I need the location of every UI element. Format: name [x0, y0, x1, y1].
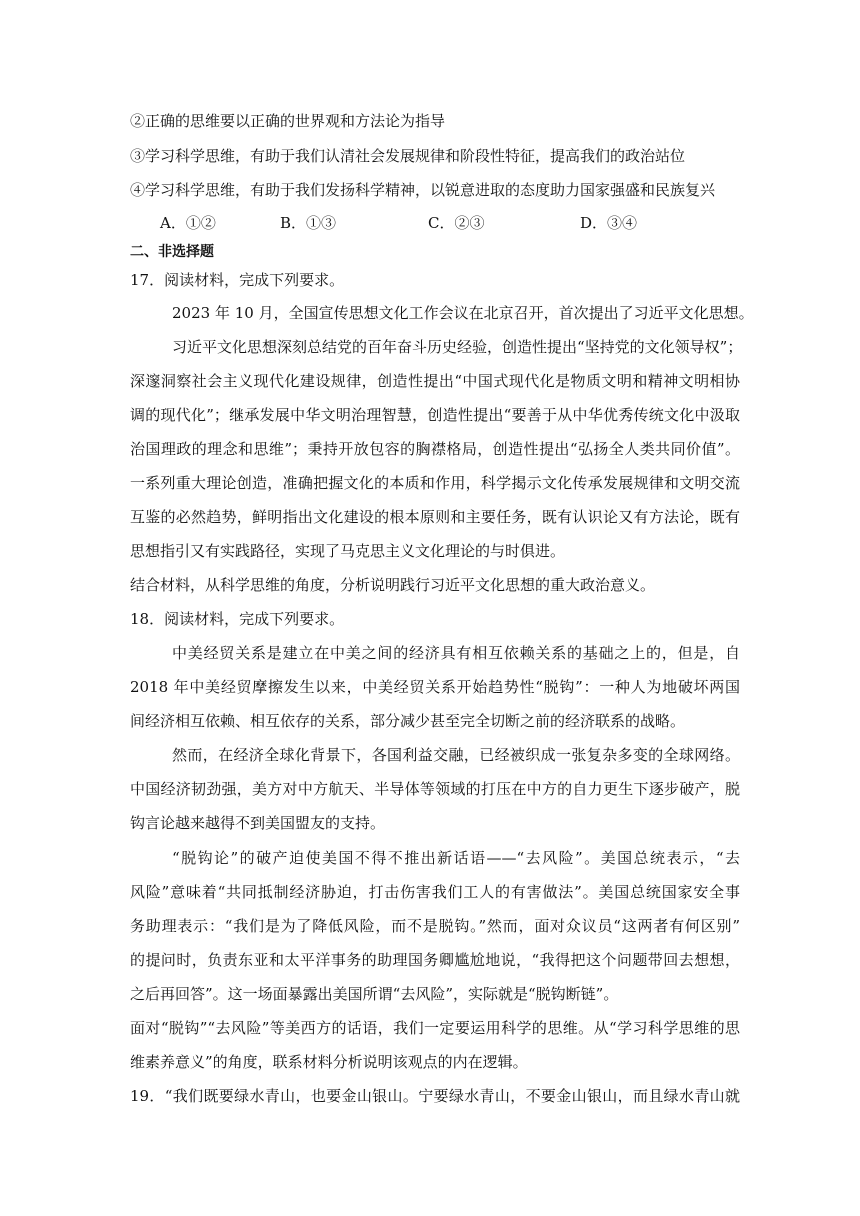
q18-material-line: 风险”意味着“共同抵制经济胁迫，打击伤害我们工人的有害做法”。美国总统国家安全事	[130, 883, 740, 901]
q18-material-line: 钩言论越来越得不到美国盟友的支持。	[130, 814, 386, 832]
q17-material-line: 治国理政的理念和思维”；秉持开放包容的胸襟格局，创造性提出“弘扬全人类共同价值”。	[130, 440, 740, 458]
q16-option-b: B．①③	[280, 214, 337, 232]
q17-material-line: 深邃洞察社会主义现代化建设规律，创造性提出“中国式现代化是物质文明和精神文明相协	[130, 372, 740, 390]
q18-material-line: 之后再回答”。这一场面暴露出美国所谓“去风险”，实际就是“脱钩断链”。	[130, 985, 619, 1003]
q18-question-line: 维素养意义”的角度，联系材料分析说明该观点的内在逻辑。	[130, 1053, 528, 1071]
q17-material-line: 互鉴的必然趋势，鲜明指出文化建设的根本原则和主要任务，既有认识论又有方法论，既有	[130, 508, 740, 526]
q17-material-line: 思想指引又有实践路径，实现了马克思主义文化理论的与时俱进。	[130, 542, 566, 560]
q18-material-line: 中美经贸关系是建立在中美之间的经济具有相互依赖关系的基础之上的，但是，自	[172, 644, 740, 662]
q17-stem: 17．阅读材料，完成下列要求。	[130, 271, 345, 289]
q16-option-a: A．①②	[160, 214, 216, 232]
q16-option-c: C．②③	[428, 214, 485, 232]
q17-material-line: 一系列重大理论创造，准确把握文化的本质和作用，科学揭示文化传承发展规律和文明交流	[130, 474, 740, 492]
q17-material-line: 习近平文化思想深刻总结党的百年奋斗历史经验，创造性提出“坚持党的文化领导权”；	[172, 338, 743, 356]
q18-material-line: 2018 年中美经贸摩擦发生以来，中美经贸关系开始趋势性“脱钩”：一种人为地破坏两国	[130, 678, 740, 696]
q19-stem: 19．“我们既要绿水青山，也要金山银山。宁要绿水青山，不要金山银山，而且绿水青山就	[130, 1087, 740, 1105]
q18-material-line: 务助理表示：“我们是为了降低风险，而不是脱钩。”然而，面对众议员“这两者有何区别”	[130, 917, 740, 935]
q17-question: 结合材料，从科学思维的角度，分析说明践行习近平文化思想的重大政治意义。	[130, 576, 656, 594]
q18-material-line: 的提问时，负责东亚和太平洋事务的助理国务卿尴尬地说，“我得把这个问题带回去想想，	[130, 951, 740, 969]
q18-material-line: 中国经济韧劲强，美方对中方航天、半导体等领域的打压在中方的自力更生下逐步破产，脱	[130, 780, 740, 798]
q18-material-line: “脱钩论”的破产迫使美国不得不推出新话语——“去风险”。美国总统表示，“去	[172, 849, 740, 867]
q18-material-line: 然而，在经济全球化背景下，各国利益交融，已经被织成一张复杂多变的全球网络。	[172, 746, 740, 764]
q16-statement-3: ③学习科学思维，有助于我们认清社会发展规律和阶段性特征，提高我们的政治站位	[130, 147, 686, 165]
q18-stem: 18．阅读材料，完成下列要求。	[130, 610, 345, 628]
q16-options	[148, 212, 748, 234]
q18-question-line: 面对“脱钩”“去风险”等美西方的话语，我们一定要运用科学的思维。从“学习科学思维的思	[130, 1019, 740, 1037]
q16-statement-2: ②正确的思维要以正确的世界观和方法论为指导	[130, 112, 446, 130]
q17-material-line: 调的现代化”；继承发展中华文明治理智慧，创造性提出“要善于从中华优秀传统文化中汲取	[130, 406, 740, 424]
q17-material-line: 2023 年 10 月，全国宣传思想文化工作会议在北京召开，首次提出了习近平文化思想。	[172, 304, 754, 322]
section-heading: 二、非选择题	[130, 244, 214, 260]
q16-option-d: D．③④	[580, 214, 638, 232]
q16-statement-4: ④学习科学思维，有助于我们发扬科学精神，以锐意进取的态度助力国家强盛和民族复兴	[130, 181, 716, 199]
q18-material-line: 间经济相互依赖、相互依存的关系，部分减少甚至完全切断之前的经济联系的战略。	[130, 712, 686, 730]
